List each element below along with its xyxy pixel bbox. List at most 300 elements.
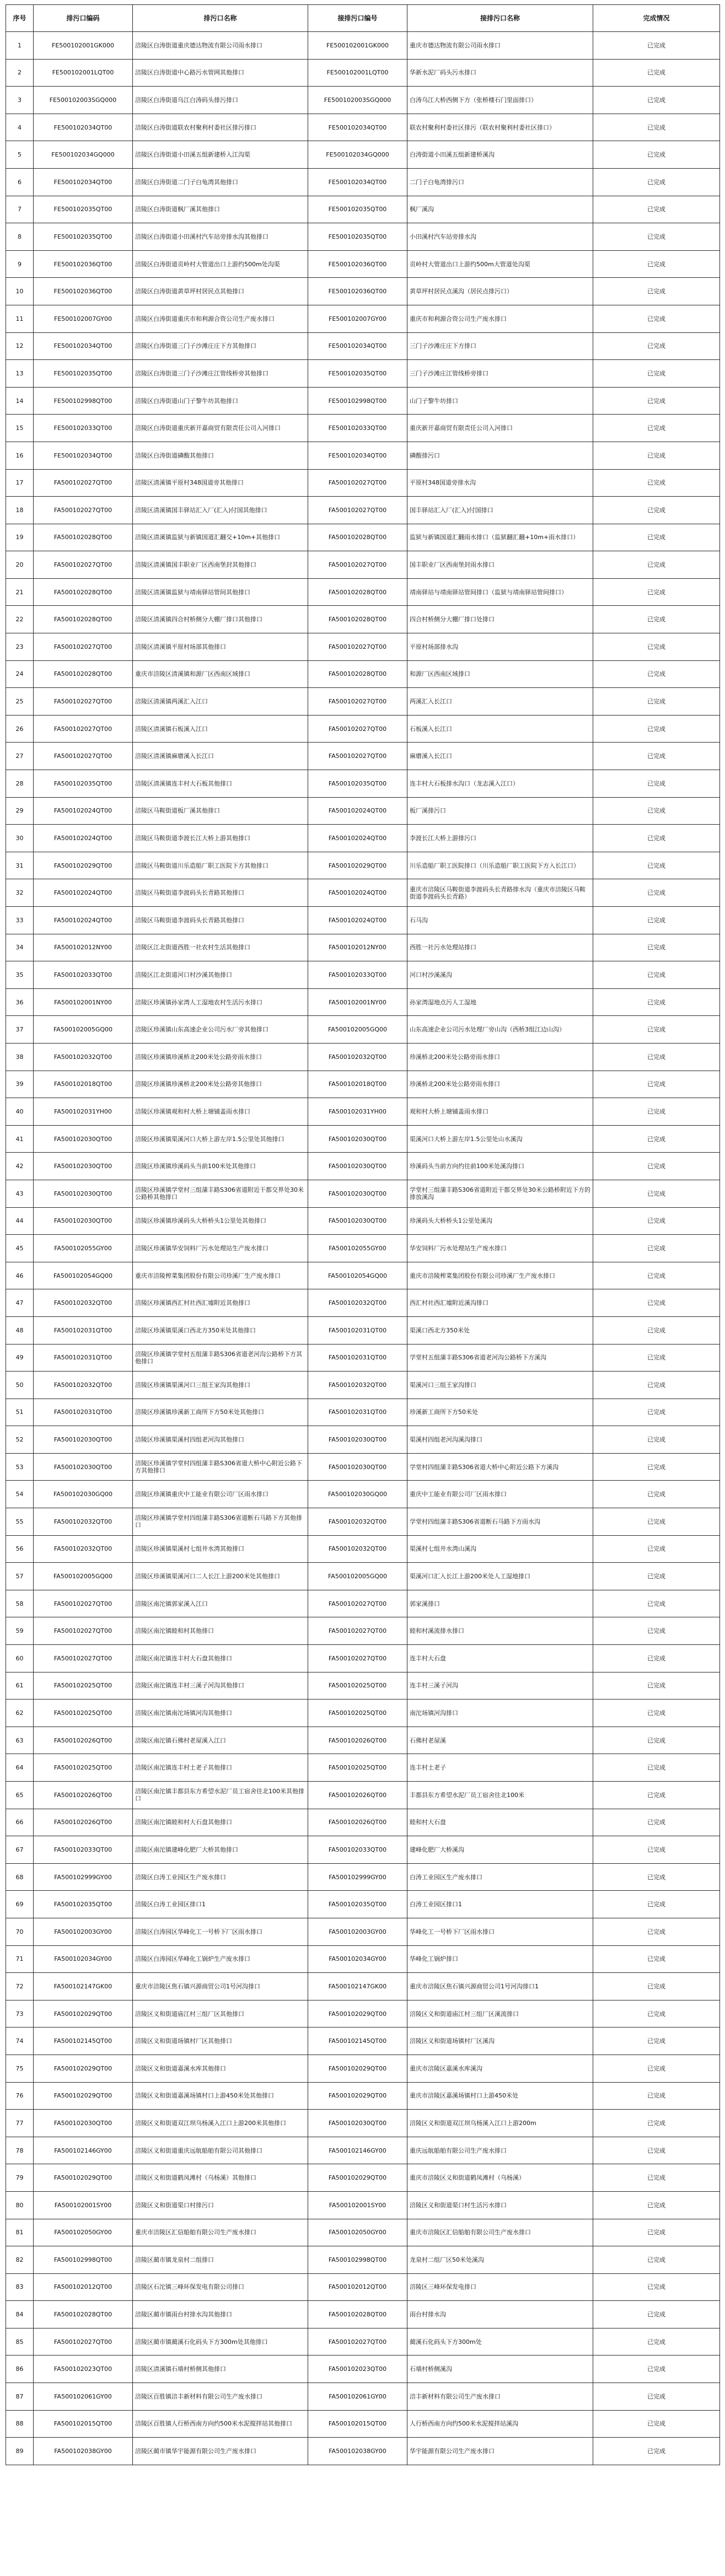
row-index: 62 bbox=[6, 1700, 34, 1727]
receiving-code: FE500102036QT00 bbox=[308, 278, 407, 305]
table-row bbox=[6, 660, 720, 688]
receiving-name: 连丰村土老子 bbox=[407, 1754, 593, 1782]
receiving-code: FE500102034GQ000 bbox=[308, 141, 407, 169]
outfall-code: FA500102030QT00 bbox=[34, 1153, 133, 1180]
table-row bbox=[6, 2410, 720, 2438]
receiving-name: 国丰驿站汇入厂(汇入)付国排口 bbox=[407, 497, 593, 524]
outfall-code: FE500102034QT00 bbox=[34, 168, 133, 196]
table-row bbox=[6, 1235, 720, 1262]
status-cell: 已完成 bbox=[593, 305, 720, 332]
receiving-code: FA500102025QT00 bbox=[308, 1754, 407, 1782]
row-index: 86 bbox=[6, 2355, 34, 2383]
table-row bbox=[6, 1399, 720, 1426]
receiving-code: FA500102032QT00 bbox=[308, 1043, 407, 1071]
outfall-name: 涪陵区石沱镇三峰环保发电有限公司排口 bbox=[133, 2273, 308, 2301]
table-row bbox=[6, 633, 720, 661]
receiving-name: 枫厂溪沟 bbox=[407, 196, 593, 223]
table-row bbox=[6, 223, 720, 251]
outfall-code: FA500102030GQ00 bbox=[34, 1481, 133, 1508]
table-row bbox=[6, 2191, 720, 2219]
receiving-name: 涪陵区义和街道渠口村生活污水排口 bbox=[407, 2191, 593, 2219]
outfall-code: FA500102027QT00 bbox=[34, 688, 133, 716]
table-row bbox=[6, 2355, 720, 2383]
status-cell: 已完成 bbox=[593, 988, 720, 1016]
row-index: 14 bbox=[6, 387, 34, 415]
row-index: 68 bbox=[6, 1863, 34, 1891]
outfall-name: 涪陵区清溪镇石墙村桥侧其他排口 bbox=[133, 2355, 308, 2383]
row-index: 47 bbox=[6, 1289, 34, 1317]
outfall-code: FA500102030QT00 bbox=[34, 1453, 133, 1481]
table-row bbox=[6, 688, 720, 716]
outfall-name: 涪陵区义和街道鹤凤滩村（乌杨溪）其他排口 bbox=[133, 2164, 308, 2192]
table-row bbox=[6, 114, 720, 141]
status-cell: 已完成 bbox=[593, 1235, 720, 1262]
outfall-name: 涪陵区白涛街道三门子沙滩庄江管线桥旁其他排口 bbox=[133, 360, 308, 388]
outfall-name: 涪陵区白涛街道重庆德达物流有限公司雨水排口 bbox=[133, 32, 308, 60]
row-index: 85 bbox=[6, 2328, 34, 2355]
receiving-name: 龙泉村二组厂区50米处溪沟 bbox=[407, 2246, 593, 2274]
row-index: 32 bbox=[6, 879, 34, 907]
status-cell: 已完成 bbox=[593, 1809, 720, 1836]
header-receiving-code: 接排污口编号 bbox=[308, 5, 407, 32]
table-row bbox=[6, 196, 720, 223]
outfall-name: 重庆市涪陵区焦石镇兴源商贸公司1号河沟排口 bbox=[133, 1973, 308, 2000]
receiving-name: 睦和村溪流排水排口 bbox=[407, 1617, 593, 1645]
outfall-code: FA500102031QT00 bbox=[34, 1316, 133, 1344]
status-cell: 已完成 bbox=[593, 2082, 720, 2110]
receiving-code: FE500102034QT00 bbox=[308, 332, 407, 360]
outfall-name: 涪陵区百胜镇人行桥西南方向约500米水泥搅拌站其他排口 bbox=[133, 2410, 308, 2438]
status-cell: 已完成 bbox=[593, 551, 720, 579]
table-row bbox=[6, 1590, 720, 1617]
table-row bbox=[6, 360, 720, 388]
outfall-name: 涪陵区南沱镇连丰村大石盘其他排口 bbox=[133, 1645, 308, 1672]
receiving-code: FA500102032QT00 bbox=[308, 1535, 407, 1563]
status-cell: 已完成 bbox=[593, 141, 720, 169]
outfall-code: FA500102012QT00 bbox=[34, 2273, 133, 2301]
outfall-code: FA500102061GY00 bbox=[34, 2383, 133, 2411]
row-index: 66 bbox=[6, 1809, 34, 1836]
outfall-name: 涪陵区马鞍街道川乐造船厂职工医院下方其他排口 bbox=[133, 852, 308, 879]
receiving-code: FE500102007GY00 bbox=[308, 305, 407, 332]
table-row bbox=[6, 2028, 720, 2055]
row-index: 77 bbox=[6, 2110, 34, 2137]
outfall-name: 涪陵区珍溪镇学堂村五组蒲丰路S306省道老河沟公路桥下方其他排口 bbox=[133, 1344, 308, 1372]
row-index: 63 bbox=[6, 1727, 34, 1754]
table-row bbox=[6, 168, 720, 196]
table-row bbox=[6, 2055, 720, 2082]
receiving-name: 人行桥西南方向约500米水泥搅拌站溪沟 bbox=[407, 2410, 593, 2438]
outfall-code: FA500102032QT00 bbox=[34, 1508, 133, 1536]
header-name: 排污口名称 bbox=[133, 5, 308, 32]
receiving-name: 丰都县东方希望水泥厂员工宿舍往北100米 bbox=[407, 1782, 593, 1809]
status-cell: 已完成 bbox=[593, 524, 720, 551]
table-row bbox=[6, 1043, 720, 1071]
outfall-name: 涪陵区义和街道重庆远航船舶有限公司其他排口 bbox=[133, 2137, 308, 2164]
outfall-name: 涪陵区白涛街道乌江白涛码头排污排口 bbox=[133, 87, 308, 114]
receiving-code: FA500102005GQ00 bbox=[308, 1016, 407, 1044]
row-index: 31 bbox=[6, 852, 34, 879]
row-index: 1 bbox=[6, 32, 34, 60]
row-index: 75 bbox=[6, 2055, 34, 2082]
status-cell: 已完成 bbox=[593, 1563, 720, 1590]
row-index: 51 bbox=[6, 1399, 34, 1426]
outfall-name: 涪陵区珍溪镇渠溪河口二人长江上游200米处其他排口 bbox=[133, 1563, 308, 1590]
receiving-code: FA500102025QT00 bbox=[308, 1700, 407, 1727]
outfall-code: FE500102034QT00 bbox=[34, 114, 133, 141]
outfall-name: 涪陵区珍溪镇观和村大桥上塘铺盖雨水排口 bbox=[133, 1098, 308, 1126]
outfall-code: FA500102024QT00 bbox=[34, 907, 133, 934]
receiving-code: FA500102029QT00 bbox=[308, 852, 407, 879]
outfall-code: FE500102034QT00 bbox=[34, 442, 133, 469]
outfall-code: FA500102029QT00 bbox=[34, 2055, 133, 2082]
receiving-code: FA500102031YH00 bbox=[308, 1098, 407, 1126]
table-row bbox=[6, 879, 720, 907]
table-row bbox=[6, 332, 720, 360]
table-row bbox=[6, 305, 720, 332]
status-cell: 已完成 bbox=[593, 2438, 720, 2465]
table-row bbox=[6, 1207, 720, 1235]
receiving-name: 连丰村大石盘 bbox=[407, 1645, 593, 1672]
table-row bbox=[6, 2246, 720, 2274]
table-row bbox=[6, 961, 720, 989]
receiving-code: FA500102028QT00 bbox=[308, 2301, 407, 2328]
outfall-name: 涪陵区珍溪镇学堂村三组蒲丰路S306省道附近干都交界处30米公路桥其他排口 bbox=[133, 1180, 308, 1207]
status-cell: 已完成 bbox=[593, 1071, 720, 1098]
receiving-code: FA500102061GY00 bbox=[308, 2383, 407, 2411]
outfall-name: 涪陵区白涛街道二门子白龟湾其他排口 bbox=[133, 168, 308, 196]
status-cell: 已完成 bbox=[593, 934, 720, 961]
status-cell: 已完成 bbox=[593, 797, 720, 825]
table-row bbox=[6, 743, 720, 770]
outfall-name: 涪陵区白涛街道小田溪五组新建桥入江沟渠 bbox=[133, 141, 308, 169]
status-cell: 已完成 bbox=[593, 2164, 720, 2192]
receiving-name: 学堂村四组蒲丰路S306省道断石马路下方雨水沟 bbox=[407, 1508, 593, 1536]
outfall-name: 涪陵区白涛街道枫厂溪其他排口 bbox=[133, 196, 308, 223]
receiving-code: FA500102032QT00 bbox=[308, 1508, 407, 1536]
receiving-name: 重庆市德达物流有限公司雨水排口 bbox=[407, 32, 593, 60]
status-cell: 已完成 bbox=[593, 250, 720, 278]
status-cell: 已完成 bbox=[593, 2355, 720, 2383]
receiving-code: FE500102998QT00 bbox=[308, 387, 407, 415]
outfall-name: 涪陵区清溪镇麻磨溪入长江口 bbox=[133, 743, 308, 770]
receiving-name: 两溪汇入长江口 bbox=[407, 688, 593, 716]
outfall-code: FE500102034QT00 bbox=[34, 332, 133, 360]
row-index: 39 bbox=[6, 1071, 34, 1098]
outfall-name: 涪陵区白涛街道中心路污水管网其他排口 bbox=[133, 59, 308, 87]
table-row bbox=[6, 32, 720, 60]
receiving-name: 睦和村大石盘 bbox=[407, 1809, 593, 1836]
row-index: 12 bbox=[6, 332, 34, 360]
status-cell: 已完成 bbox=[593, 1973, 720, 2000]
outfall-code: FE500102001LQT00 bbox=[34, 59, 133, 87]
table-row bbox=[6, 1891, 720, 1918]
table-row bbox=[6, 825, 720, 852]
outfall-name: 涪陵区义和街道庙江村三组厂区其他排口 bbox=[133, 2000, 308, 2028]
row-index: 11 bbox=[6, 305, 34, 332]
receiving-name: 重庆市涪陵区焦石镇兴源商贸公司1号河沟排口1 bbox=[407, 1973, 593, 2000]
outfall-code: FA500102027QT00 bbox=[34, 633, 133, 661]
table-row bbox=[6, 1645, 720, 1672]
receiving-code: FE500102035QT00 bbox=[308, 196, 407, 223]
status-cell: 已完成 bbox=[593, 961, 720, 989]
receiving-code: FA500102030QT00 bbox=[308, 1207, 407, 1235]
row-index: 88 bbox=[6, 2410, 34, 2438]
table-row bbox=[6, 59, 720, 87]
table-row bbox=[6, 988, 720, 1016]
outfall-code: FA500102029QT00 bbox=[34, 852, 133, 879]
row-index: 41 bbox=[6, 1125, 34, 1153]
receiving-code: FA500102024QT00 bbox=[308, 797, 407, 825]
receiving-name: 珍溪桥北200米处公路旁雨水排口 bbox=[407, 1071, 593, 1098]
status-cell: 已完成 bbox=[593, 2000, 720, 2028]
outfall-code: FA500102025QT00 bbox=[34, 1672, 133, 1700]
row-index: 42 bbox=[6, 1153, 34, 1180]
receiving-code: FA500102012QT00 bbox=[308, 2273, 407, 2301]
receiving-name: 重庆市涪陵区嘉溪场镇村口上游450米处 bbox=[407, 2082, 593, 2110]
row-index: 4 bbox=[6, 114, 34, 141]
outfall-name: 涪陵区南沱镇郭家溪入江口 bbox=[133, 1590, 308, 1617]
receiving-name: 白涛街道小田溪五组新建桥溪沟 bbox=[407, 141, 593, 169]
receiving-name: 渠溪河口三组王家沟排口 bbox=[407, 1372, 593, 1399]
table-row bbox=[6, 87, 720, 114]
row-index: 21 bbox=[6, 578, 34, 606]
outfall-name: 涪陵区白涛园区华峰化工一号桥下厂区雨水排口 bbox=[133, 1918, 308, 1945]
status-cell: 已完成 bbox=[593, 1508, 720, 1536]
receiving-name: 涪陵区义和街道场镇村厂区溪沟 bbox=[407, 2028, 593, 2055]
outfall-code: FA500102030QT00 bbox=[34, 1125, 133, 1153]
receiving-code: FA500102029QT00 bbox=[308, 2164, 407, 2192]
outfall-code: FA500102026QT00 bbox=[34, 1727, 133, 1754]
outfall-code: FE500102036QT00 bbox=[34, 278, 133, 305]
row-index: 38 bbox=[6, 1043, 34, 1071]
outfall-name: 重庆市涪陵区汇信船舶有限公司生产废水排口 bbox=[133, 2219, 308, 2246]
receiving-name: 西胜一社污水处理站排口 bbox=[407, 934, 593, 961]
outfall-code: FA500102029QT00 bbox=[34, 2164, 133, 2192]
receiving-name: 华新水泥厂码头污水排口 bbox=[407, 59, 593, 87]
outfall-name: 涪陵区白涛工业园区排口1 bbox=[133, 1891, 308, 1918]
table-row bbox=[6, 250, 720, 278]
receiving-name: 华宇能源有限公司生产废水排口 bbox=[407, 2438, 593, 2465]
row-index: 80 bbox=[6, 2191, 34, 2219]
row-index: 78 bbox=[6, 2137, 34, 2164]
outfall-name: 涪陵区清溪镇平原村348国道旁其他排口 bbox=[133, 469, 308, 497]
receiving-code: FA500102030QT00 bbox=[308, 1180, 407, 1207]
outfall-name: 涪陵区白涛街道重庆新开嘉商贸有限责任公司入河排口 bbox=[133, 415, 308, 442]
header-code: 排污口编码 bbox=[34, 5, 133, 32]
receiving-name: 孙家湾湿地点污人工湿地 bbox=[407, 988, 593, 1016]
outfall-name: 涪陵区清溪镇监狱与新镇国道汇翻交+10m+其他排口 bbox=[133, 524, 308, 551]
table-row bbox=[6, 934, 720, 961]
receiving-name: 山东高速企业公司污水处理厂旁山沟（西桥3组江边山沟） bbox=[407, 1016, 593, 1044]
row-index: 53 bbox=[6, 1453, 34, 1481]
table-row bbox=[6, 1316, 720, 1344]
outfall-code: FA500102038GY00 bbox=[34, 2438, 133, 2465]
row-index: 61 bbox=[6, 1672, 34, 1700]
status-cell: 已完成 bbox=[593, 2110, 720, 2137]
outfall-code: FE500102034GQ000 bbox=[34, 141, 133, 169]
outfall-name: 涪陵区珍溪镇渠溪河口三组王家沟其他排口 bbox=[133, 1372, 308, 1399]
receiving-code: FA500102025QT00 bbox=[308, 1672, 407, 1700]
outfall-code: FA500102005GQ00 bbox=[34, 1563, 133, 1590]
outfall-name: 涪陵区南沱镇连丰村三溪子河沟其他排口 bbox=[133, 1672, 308, 1700]
receiving-name: 渠溪河口大桥上游左岸1.5公里处山水溪沟 bbox=[407, 1125, 593, 1153]
receiving-code: FA500102027QT00 bbox=[308, 715, 407, 743]
receiving-name: 涪陵区义和街道庙江村三组厂区溪流排口 bbox=[407, 2000, 593, 2028]
outfall-code: FA500102018QT00 bbox=[34, 1071, 133, 1098]
table-row bbox=[6, 1727, 720, 1754]
receiving-code: FA500102001NY00 bbox=[308, 988, 407, 1016]
table-row bbox=[6, 1125, 720, 1153]
receiving-code: FE500102034QT00 bbox=[308, 114, 407, 141]
receiving-name: 平原村348国道旁排水沟 bbox=[407, 469, 593, 497]
receiving-code: FA500102024QT00 bbox=[308, 879, 407, 907]
table-row bbox=[6, 1535, 720, 1563]
outfall-code: FA500102028QT00 bbox=[34, 2301, 133, 2328]
outfall-code: FA500102033QT00 bbox=[34, 1836, 133, 1864]
table-row bbox=[6, 1372, 720, 1399]
receiving-code: FA500102032QT00 bbox=[308, 1372, 407, 1399]
receiving-code: FA500102027QT00 bbox=[308, 497, 407, 524]
row-index: 69 bbox=[6, 1891, 34, 1918]
status-cell: 已完成 bbox=[593, 1945, 720, 1973]
receiving-name: 珍溪新工商所下方50米处 bbox=[407, 1399, 593, 1426]
receiving-code: FE500102035QT00 bbox=[308, 223, 407, 251]
row-index: 15 bbox=[6, 415, 34, 442]
row-index: 45 bbox=[6, 1235, 34, 1262]
outfall-code: FA500102029QT00 bbox=[34, 2082, 133, 2110]
status-cell: 已完成 bbox=[593, 879, 720, 907]
status-cell: 已完成 bbox=[593, 1316, 720, 1344]
receiving-code: FA500102054GQ00 bbox=[308, 1262, 407, 1289]
table-row bbox=[6, 387, 720, 415]
row-index: 16 bbox=[6, 442, 34, 469]
row-index: 33 bbox=[6, 907, 34, 934]
receiving-code: FA500102034GY00 bbox=[308, 1945, 407, 1973]
outfall-name: 涪陵区义和街道嘉溪水库其他排口 bbox=[133, 2055, 308, 2082]
receiving-code: FA500102028QT00 bbox=[308, 578, 407, 606]
status-cell: 已完成 bbox=[593, 578, 720, 606]
outfall-name: 涪陵区江北街道河口村沙溪其他排口 bbox=[133, 961, 308, 989]
outfall-code: FA500102145QT00 bbox=[34, 2028, 133, 2055]
row-index: 46 bbox=[6, 1262, 34, 1289]
receiving-code: FA500102030QT00 bbox=[308, 1125, 407, 1153]
outfall-name: 涪陵区珍溪镇珍溪桥北200米处公路旁雨水排口 bbox=[133, 1043, 308, 1071]
receiving-code: FE500102034QT00 bbox=[308, 168, 407, 196]
row-index: 19 bbox=[6, 524, 34, 551]
status-cell: 已完成 bbox=[593, 660, 720, 688]
receiving-name: 重庆市涪陵区嘉溪水库溪沟 bbox=[407, 2055, 593, 2082]
outfall-code: FA500102028QT00 bbox=[34, 660, 133, 688]
receiving-name: 重庆市涪陵区汇信船舶有限公司生产废水排口 bbox=[407, 2219, 593, 2246]
outfall-code: FA500102027QT00 bbox=[34, 1617, 133, 1645]
receiving-code: FA500102028QT00 bbox=[308, 606, 407, 633]
status-cell: 已完成 bbox=[593, 1180, 720, 1207]
status-cell: 已完成 bbox=[593, 2410, 720, 2438]
outfall-name: 涪陵区南沱镇丰都县东方希望水泥厂员工宿舍往北100米其他排口 bbox=[133, 1782, 308, 1809]
outfall-code: FA500102146GY00 bbox=[34, 2137, 133, 2164]
receiving-name: 监狱与新镇国道汇翻雨水排口（监狱翻汇翻+10m+雨水排口） bbox=[407, 524, 593, 551]
receiving-name: 重庆新开嘉商贸有限责任公司入河排口 bbox=[407, 415, 593, 442]
outfall-code: FA500102998QT00 bbox=[34, 2246, 133, 2274]
receiving-name: 重庆市涪陵区义和街道鹤凤滩村（乌杨溪） bbox=[407, 2164, 593, 2192]
status-cell: 已完成 bbox=[593, 852, 720, 879]
outfall-name: 涪陵区马鞍街道李渡码头长青路其他排口 bbox=[133, 879, 308, 907]
outfall-name: 涪陵区南沱镇建峰化肥厂大桥其他排口 bbox=[133, 1836, 308, 1864]
row-index: 10 bbox=[6, 278, 34, 305]
receiving-name: 川乐造船厂职工医院排口（川乐造船厂职工医院下方入长江口） bbox=[407, 852, 593, 879]
table-row bbox=[6, 2301, 720, 2328]
receiving-name: 磷酸排污口 bbox=[407, 442, 593, 469]
header-receiving-name: 接排污口名称 bbox=[407, 5, 593, 32]
status-cell: 已完成 bbox=[593, 1918, 720, 1945]
receiving-name: 渠溪村七组井水湾山溪沟 bbox=[407, 1535, 593, 1563]
receiving-code: FA500102032QT00 bbox=[308, 1289, 407, 1317]
outfall-name: 涪陵区珍溪镇山东高速企业公司污水厂旁其他排口 bbox=[133, 1016, 308, 1044]
row-index: 18 bbox=[6, 497, 34, 524]
outfall-name: 涪陵区珍溪镇孙家湾人工湿地农村生活污水排口 bbox=[133, 988, 308, 1016]
outfall-code: FE500102035QT00 bbox=[34, 196, 133, 223]
outfall-code: FE500102003SGQ000 bbox=[34, 87, 133, 114]
row-index: 23 bbox=[6, 633, 34, 661]
status-cell: 已完成 bbox=[593, 1289, 720, 1317]
receiving-code: FA500102026QT00 bbox=[308, 1809, 407, 1836]
table-row bbox=[6, 2383, 720, 2411]
outfall-code: FA500102012NY00 bbox=[34, 934, 133, 961]
receiving-code: FA500102027QT00 bbox=[308, 1617, 407, 1645]
status-cell: 已完成 bbox=[593, 469, 720, 497]
receiving-name: 白涛工业园区排口1 bbox=[407, 1891, 593, 1918]
row-index: 82 bbox=[6, 2246, 34, 2274]
table-row bbox=[6, 141, 720, 169]
receiving-name: 石板溪入长江口 bbox=[407, 715, 593, 743]
outfall-name: 涪陵区蔺市镇华宇能源有限公司生产废水排口 bbox=[133, 2438, 308, 2465]
row-index: 13 bbox=[6, 360, 34, 388]
status-cell: 已完成 bbox=[593, 1453, 720, 1481]
receiving-code: FA500102147GK00 bbox=[308, 1973, 407, 2000]
status-cell: 已完成 bbox=[593, 1016, 720, 1044]
outfall-code: FA500102027QT00 bbox=[34, 715, 133, 743]
status-cell: 已完成 bbox=[593, 387, 720, 415]
receiving-code: FA500102055GY00 bbox=[308, 1235, 407, 1262]
status-cell: 已完成 bbox=[593, 2219, 720, 2246]
outfall-name: 涪陵区义和街道场镇村厂区其他排口 bbox=[133, 2028, 308, 2055]
row-index: 55 bbox=[6, 1508, 34, 1536]
status-cell: 已完成 bbox=[593, 415, 720, 442]
row-index: 50 bbox=[6, 1372, 34, 1399]
receiving-name: 李渡长江大桥上游排污口 bbox=[407, 825, 593, 852]
outfall-name: 涪陵区珍溪镇渠溪村四组老河沟其他排口 bbox=[133, 1426, 308, 1454]
receiving-name: 雨台村排水沟 bbox=[407, 2301, 593, 2328]
receiving-code: FA500102005GQ00 bbox=[308, 1563, 407, 1590]
outfall-name: 涪陵区南沱镇连丰村土老子其他排口 bbox=[133, 1754, 308, 1782]
row-index: 20 bbox=[6, 551, 34, 579]
row-index: 52 bbox=[6, 1426, 34, 1454]
receiving-name: 麻磨溪入长江口 bbox=[407, 743, 593, 770]
receiving-name: 涪陵区义和街道双江坝乌杨溪入江口上游200m bbox=[407, 2110, 593, 2137]
status-cell: 已完成 bbox=[593, 1372, 720, 1399]
outfall-name: 涪陵区蔺市镇雨台村排水沟其他排口 bbox=[133, 2301, 308, 2328]
receiving-code: FA500102029QT00 bbox=[308, 2055, 407, 2082]
receiving-code: FA500102023QT00 bbox=[308, 2355, 407, 2383]
receiving-code: FA500102012NY00 bbox=[308, 934, 407, 961]
outfall-code: FA500102031QT00 bbox=[34, 1344, 133, 1372]
receiving-code: FA500102035QT00 bbox=[308, 770, 407, 798]
outfall-code: FA500102027QT00 bbox=[34, 497, 133, 524]
receiving-name: 郭家溪排口 bbox=[407, 1590, 593, 1617]
status-cell: 已完成 bbox=[593, 2301, 720, 2328]
status-cell: 已完成 bbox=[593, 825, 720, 852]
